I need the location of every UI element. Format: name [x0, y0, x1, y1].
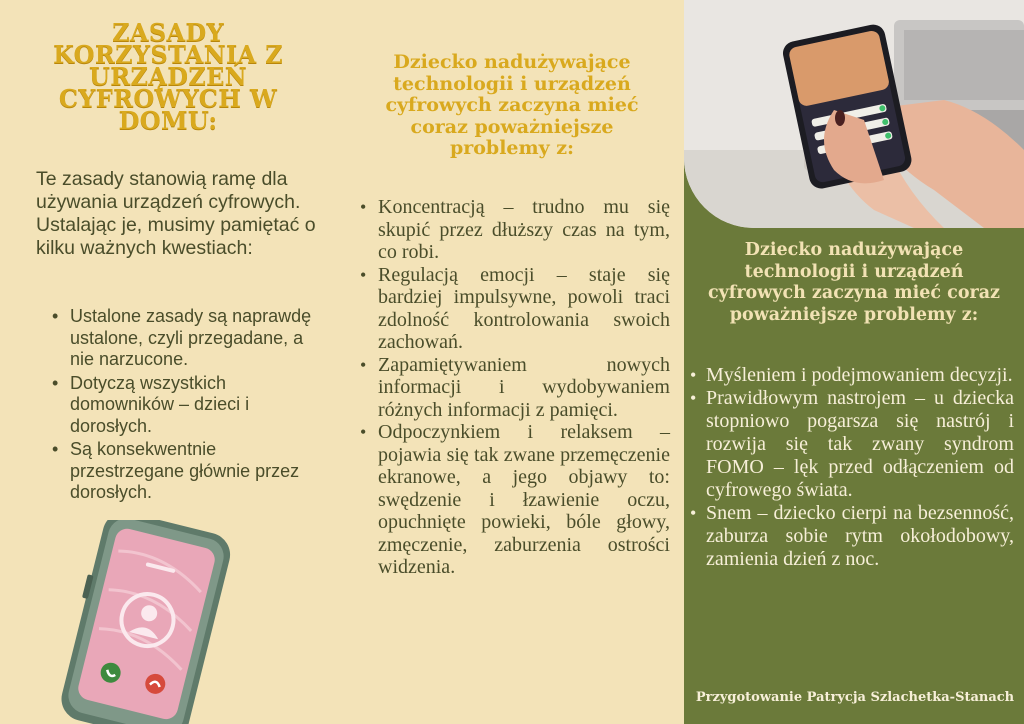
problems-list	[358, 196, 670, 579]
main-title: ZASADY KORZYSTANIA Z URZĄDZEŃ CYFROWYCH W DOMU:	[53, 18, 283, 135]
list-item: • Ustalone zasady są naprawdę ustalone, czyli przegadane, a nie narzucone.	[50, 306, 320, 371]
middle-column	[340, 0, 684, 724]
middle-heading: Dziecko nadużywające technologii i urządzeń cyfrowych zaczyna mieć coraz poważniejsze problemy z:	[385, 51, 639, 159]
smartphone-photo-icon	[684, 0, 1024, 228]
list-item: • Zapamiętywaniem nowych informacji i wydobywaniem różnych informacji z pamięci.	[358, 354, 670, 422]
list-item: • Myśleniem i podejmowaniem decyzji.	[686, 364, 1014, 387]
left-column	[0, 0, 340, 724]
list-item: • Prawidłowym nastrojem – u dziecka stopniowo pogarsza się nastrój i rozwija się tak zwany syndrom FOMO – lęk przed odłączeniem od cyfrowego świata.	[686, 387, 1014, 502]
list-item: • Odpoczynkiem i relaksem – pojawia się tak zwane przemęczenie ekranowe, a jego objawy to: swędzenie i łzawienie oczu, opuchnięte powieki, bóle głowy, zmęczenie, zaburzenia ostrości widzenia.	[358, 421, 670, 579]
author-credit: Przygotowanie Patrycja Szlachetka-Stanach	[695, 690, 1015, 705]
list-item: • Koncentracją – trudno mu się skupić przez dłuższy czas na tym, co robi.	[358, 196, 670, 264]
list-item: • Są konsekwentnie przestrzegane głównie przez dorosłych.	[50, 439, 320, 504]
rules-list	[50, 306, 320, 506]
list-item: • Regulacją emocji – staje się bardziej impulsywne, powoli traci zdolność kontrolowania swoich zachowań.	[358, 264, 670, 354]
right-column	[684, 0, 1024, 724]
intro-paragraph: Te zasady stanowią ramę dla używania urządzeń cyfrowych. Ustalając je, musimy pamiętać o kilku ważnych kwestiach:	[36, 168, 316, 259]
list-item: • Dotyczą wszystkich domowników – dzieci i dorosłych.	[50, 373, 320, 438]
right-heading: Dziecko nadużywające technologii i urządzeń cyfrowych zaczyna mieć coraz poważniejsze problemy z:	[707, 240, 1000, 325]
list-item: • Snem – dziecko cierpi na bezsenność, zaburza sobie rytm okołodobowy, zamienia dzień z noc.	[686, 502, 1014, 571]
problems-list-2	[686, 364, 1014, 571]
phone-call-icon	[52, 520, 242, 724]
